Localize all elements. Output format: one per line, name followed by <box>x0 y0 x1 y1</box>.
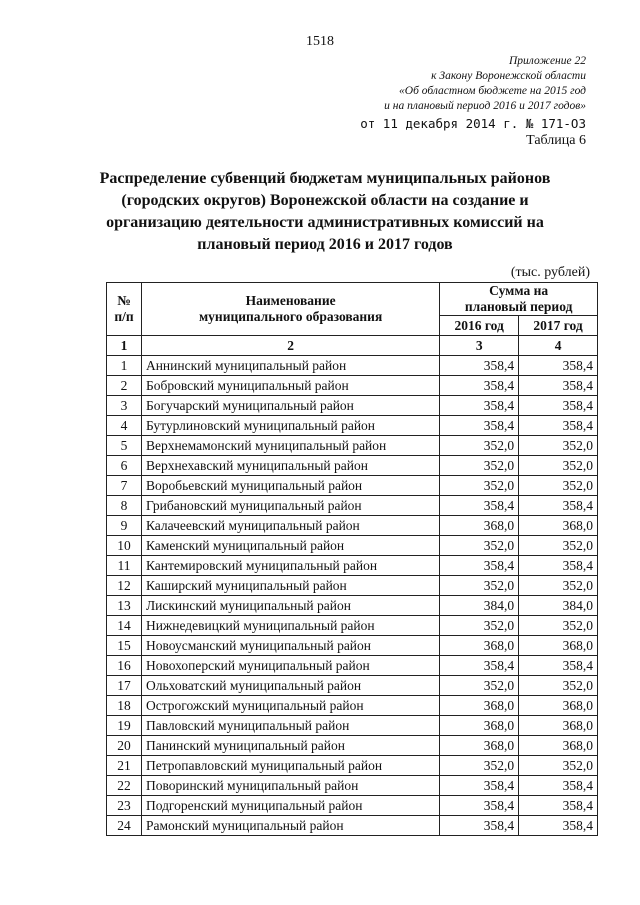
amount-2016: 352,0 <box>440 676 519 696</box>
table-row <box>107 616 598 636</box>
page-number: 1518 <box>306 34 334 49</box>
municipality-name: Павловский муниципальный район <box>141 716 439 736</box>
row-number: 7 <box>107 476 142 496</box>
municipality-name: Панинский муниципальный район <box>141 736 439 756</box>
table-row <box>107 696 598 716</box>
amount-2017: 358,4 <box>519 556 598 576</box>
table-row <box>107 676 598 696</box>
header-sum-line1: Сумма на <box>489 283 549 298</box>
amount-2016: 368,0 <box>440 516 519 536</box>
row-number: 9 <box>107 516 142 536</box>
municipality-name: Каширский муниципальный район <box>141 576 439 596</box>
column-number: 2 <box>141 336 439 356</box>
table-row <box>107 496 598 516</box>
amount-2016: 352,0 <box>440 536 519 556</box>
table-row <box>107 396 598 416</box>
table-row <box>107 536 598 556</box>
title-line: организацию деятельности административных комиссий на <box>106 214 544 231</box>
header-name-line1: Наименование <box>245 293 336 308</box>
amount-2017: 352,0 <box>519 576 598 596</box>
table-row <box>107 436 598 456</box>
municipality-name: Рамонский муниципальный район <box>141 816 439 836</box>
row-number: 21 <box>107 756 142 776</box>
row-number: 11 <box>107 556 142 576</box>
municipality-name: Бобровский муниципальный район <box>141 376 439 396</box>
table-row <box>107 736 598 756</box>
row-number: 15 <box>107 636 142 656</box>
amount-2016: 352,0 <box>440 616 519 636</box>
amount-2017: 358,4 <box>519 416 598 436</box>
row-number: 13 <box>107 596 142 616</box>
row-number: 1 <box>107 356 142 376</box>
amount-2016: 368,0 <box>440 696 519 716</box>
header-number-line2: п/п <box>114 309 134 324</box>
table-row <box>107 796 598 816</box>
header-number-line1: № <box>117 293 131 308</box>
amount-2016: 358,4 <box>440 816 519 836</box>
table-row <box>107 516 598 536</box>
amount-2016: 358,4 <box>440 416 519 436</box>
municipality-name: Новоусманский муниципальный район <box>141 636 439 656</box>
amount-2017: 352,0 <box>519 616 598 636</box>
amount-2016: 358,4 <box>440 496 519 516</box>
header-year-2016: 2016 год <box>440 316 519 336</box>
row-number: 19 <box>107 716 142 736</box>
amount-2016: 358,4 <box>440 376 519 396</box>
header-sum-line2: плановый период <box>464 299 573 314</box>
municipality-name: Петропавловский муниципальный район <box>141 756 439 776</box>
row-number: 24 <box>107 816 142 836</box>
municipality-name: Кантемировский муниципальный район <box>141 556 439 576</box>
municipality-name: Аннинский муниципальный район <box>141 356 439 376</box>
amount-2017: 358,4 <box>519 656 598 676</box>
row-number: 6 <box>107 456 142 476</box>
municipality-name: Воробьевский муниципальный район <box>141 476 439 496</box>
amount-2017: 358,4 <box>519 396 598 416</box>
amount-2016: 358,4 <box>440 796 519 816</box>
row-number: 5 <box>107 436 142 456</box>
amount-2017: 352,0 <box>519 756 598 776</box>
row-number: 2 <box>107 376 142 396</box>
amount-2016: 358,4 <box>440 356 519 376</box>
units-label: (тыс. рублей) <box>510 265 590 280</box>
table-row <box>107 556 598 576</box>
amount-2017: 358,4 <box>519 796 598 816</box>
table-row <box>107 356 598 376</box>
amount-2016: 368,0 <box>440 636 519 656</box>
title-line: плановый период 2016 и 2017 годов <box>197 236 453 253</box>
amount-2017: 368,0 <box>519 516 598 536</box>
table-row <box>107 716 598 736</box>
row-number: 17 <box>107 676 142 696</box>
row-number: 12 <box>107 576 142 596</box>
row-number: 22 <box>107 776 142 796</box>
municipality-name: Грибановский муниципальный район <box>141 496 439 516</box>
municipality-name: Калачеевский муниципальный район <box>141 516 439 536</box>
row-number: 4 <box>107 416 142 436</box>
row-number: 3 <box>107 396 142 416</box>
table-row <box>107 596 598 616</box>
municipality-name: Нижнедевицкий муниципальный район <box>141 616 439 636</box>
amount-2017: 358,4 <box>519 356 598 376</box>
table-row <box>107 816 598 836</box>
header-sum <box>440 283 598 316</box>
appendix-line: к Закону Воронежской области <box>431 70 586 82</box>
table-row <box>107 456 598 476</box>
appendix-line: и на плановый период 2016 и 2017 годов» <box>384 100 586 112</box>
amount-2017: 358,4 <box>519 816 598 836</box>
header-name <box>141 283 439 336</box>
amount-2016: 358,4 <box>440 396 519 416</box>
municipality-name: Каменский муниципальный район <box>141 536 439 556</box>
municipality-name: Ольховатский муниципальный район <box>141 676 439 696</box>
municipality-name: Бутурлиновский муниципальный район <box>141 416 439 436</box>
table-row <box>107 756 598 776</box>
table-label: Таблица 6 <box>526 133 586 148</box>
municipality-name: Подгоренский муниципальный район <box>141 796 439 816</box>
table-row <box>107 776 598 796</box>
amount-2017: 368,0 <box>519 636 598 656</box>
municipality-name: Верхнемамонский муниципальный район <box>141 436 439 456</box>
table-row <box>107 576 598 596</box>
amount-2016: 352,0 <box>440 436 519 456</box>
header-name-line2: муниципального образования <box>198 309 383 324</box>
decree-stamp: от 11 декабря 2014 г. № 171-ОЗ <box>360 116 586 131</box>
table-row <box>107 476 598 496</box>
row-number: 23 <box>107 796 142 816</box>
municipality-name: Лискинский муниципальный район <box>141 596 439 616</box>
amount-2017: 368,0 <box>519 716 598 736</box>
title-line: (городских округов) Воронежской области на создание и <box>121 192 529 209</box>
municipality-name: Верхнехавский муниципальный район <box>141 456 439 476</box>
header-year-2017: 2017 год <box>519 316 598 336</box>
amount-2017: 384,0 <box>519 596 598 616</box>
table-row <box>107 656 598 676</box>
amount-2017: 368,0 <box>519 736 598 756</box>
column-number: 4 <box>519 336 598 356</box>
column-number-row <box>107 336 598 356</box>
municipality-name: Новохоперский муниципальный район <box>141 656 439 676</box>
municipality-name: Поворинский муниципальный район <box>141 776 439 796</box>
amount-2017: 352,0 <box>519 436 598 456</box>
row-number: 10 <box>107 536 142 556</box>
amount-2016: 368,0 <box>440 736 519 756</box>
amount-2017: 352,0 <box>519 476 598 496</box>
table-row <box>107 416 598 436</box>
amount-2016: 368,0 <box>440 716 519 736</box>
column-number: 1 <box>107 336 142 356</box>
amount-2016: 384,0 <box>440 596 519 616</box>
amount-2016: 352,0 <box>440 756 519 776</box>
title-line: Распределение субвенций бюджетам муниципальных районов <box>99 170 551 187</box>
appendix-line: Приложение 22 <box>508 55 586 67</box>
row-number: 8 <box>107 496 142 516</box>
row-number: 20 <box>107 736 142 756</box>
amount-2017: 368,0 <box>519 696 598 716</box>
amount-2016: 358,4 <box>440 656 519 676</box>
row-number: 16 <box>107 656 142 676</box>
appendix-reference <box>384 54 586 114</box>
table-row <box>107 376 598 396</box>
amount-2016: 352,0 <box>440 476 519 496</box>
municipality-name: Богучарский муниципальный район <box>141 396 439 416</box>
amount-2017: 358,4 <box>519 496 598 516</box>
header-number <box>107 283 142 336</box>
row-number: 14 <box>107 616 142 636</box>
amount-2016: 358,4 <box>440 776 519 796</box>
document-title <box>60 168 590 256</box>
subsidy-table <box>106 282 598 836</box>
amount-2017: 352,0 <box>519 676 598 696</box>
amount-2017: 352,0 <box>519 456 598 476</box>
municipality-name: Острогожский муниципальный район <box>141 696 439 716</box>
amount-2017: 358,4 <box>519 376 598 396</box>
amount-2016: 352,0 <box>440 576 519 596</box>
column-number: 3 <box>440 336 519 356</box>
amount-2016: 352,0 <box>440 456 519 476</box>
amount-2017: 352,0 <box>519 536 598 556</box>
amount-2016: 358,4 <box>440 556 519 576</box>
amount-2017: 358,4 <box>519 776 598 796</box>
row-number: 18 <box>107 696 142 716</box>
table-row <box>107 636 598 656</box>
appendix-line: «Об областном бюджете на 2015 год <box>399 85 586 97</box>
